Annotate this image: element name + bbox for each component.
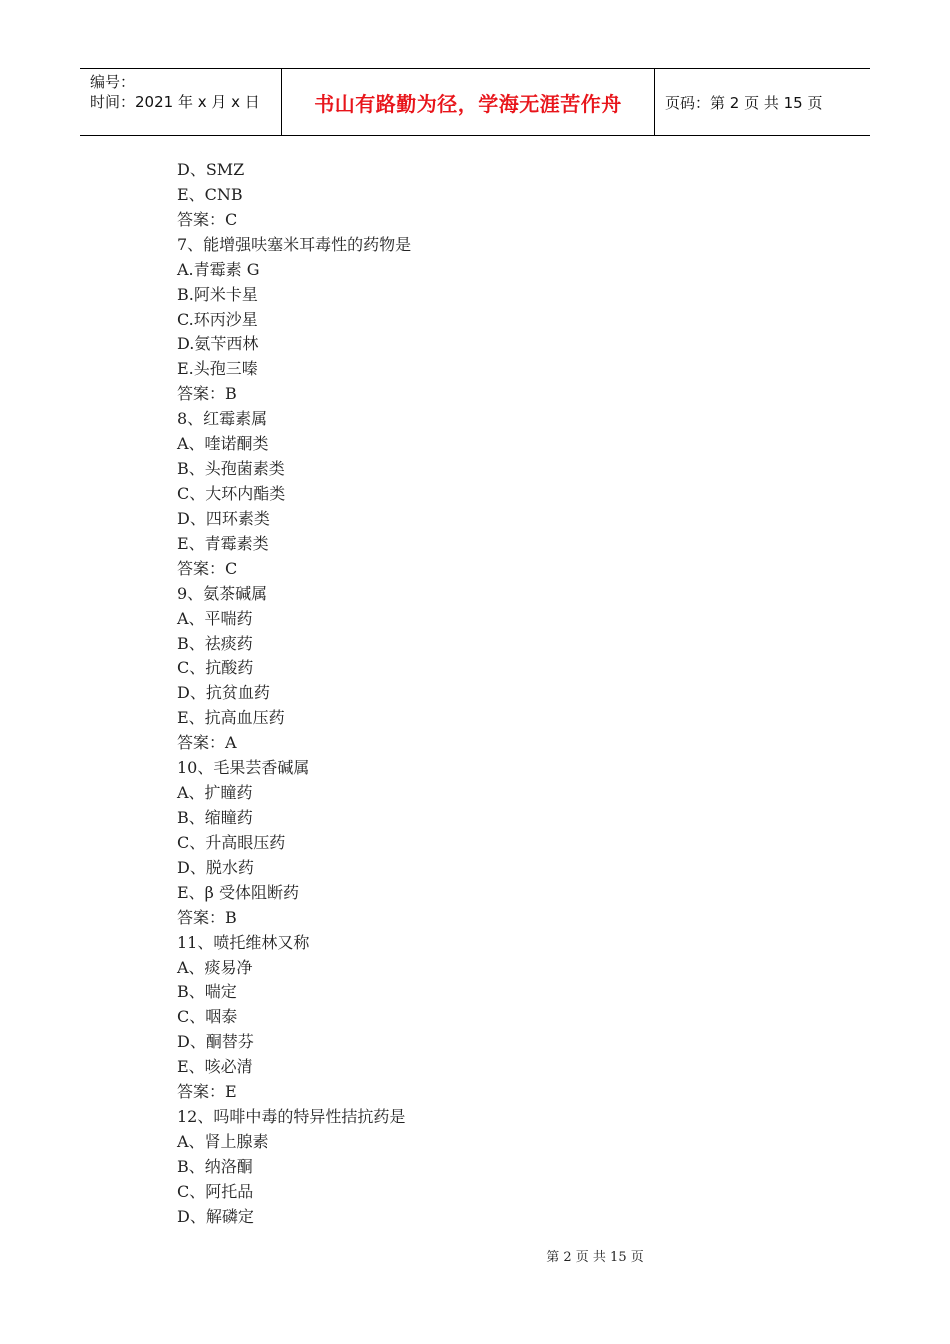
question-option: D、四环素类	[177, 508, 270, 528]
question-option: A、喹诺酮类	[177, 434, 269, 454]
question-option: D、脱水药	[177, 857, 254, 877]
question-option: E、β 受体阻断药	[177, 882, 300, 902]
answer-line: 答案：E	[177, 1082, 237, 1102]
question-option: D、解磷定	[177, 1206, 254, 1226]
answer-line: 答案：C	[177, 558, 238, 578]
document-date-label: 时间：2021 年 x 月 x 日	[90, 93, 260, 111]
header-motto: 书山有路勤为径，学海无涯苦作舟	[314, 91, 622, 116]
question-option: E.头孢三嗪	[177, 359, 258, 379]
question-stem: 9、氨茶碱属	[177, 583, 268, 603]
question-option: D、酮替芬	[177, 1032, 254, 1052]
question-option: D.氨苄西林	[177, 334, 259, 354]
question-option: A.青霉素 G	[177, 259, 260, 279]
document-number-label: 编号：	[90, 73, 136, 91]
question-option: D、抗贫血药	[177, 683, 270, 703]
header-motto-cell	[282, 69, 655, 135]
question-stem: 10、毛果芸香碱属	[177, 758, 310, 778]
question-option: E、青霉素类	[177, 533, 269, 553]
answer-line: 答案：B	[177, 907, 237, 927]
question-option: A、痰易净	[177, 957, 253, 977]
question-option: B、喘定	[177, 982, 237, 1002]
question-content	[177, 158, 797, 1230]
page-footer	[0, 1246, 950, 1265]
question-option: A、肾上腺素	[177, 1131, 269, 1151]
question-option: C、咽泰	[177, 1007, 238, 1027]
header-page-cell	[655, 69, 870, 135]
answer-line: 答案：B	[177, 384, 237, 404]
question-stem: 11、喷托维林又称	[177, 932, 310, 952]
header-meta-cell	[80, 69, 282, 135]
answer-line: 答案：C	[177, 209, 238, 229]
question-stem: 12、吗啡中毒的特异性拮抗药是	[177, 1107, 406, 1127]
question-option: C、抗酸药	[177, 658, 254, 678]
question-stem: 7、能增强呋塞米耳毒性的药物是	[177, 234, 412, 254]
question-option: C.环丙沙星	[177, 309, 258, 329]
page-header	[80, 68, 870, 136]
question-option: B、头孢菌素类	[177, 459, 285, 479]
header-page-info: 页码：第 2 页 共 15 页	[665, 93, 823, 112]
question-option: A、扩瞳药	[177, 783, 253, 803]
question-line: D、SMZ	[177, 160, 245, 179]
answer-line: 答案：A	[177, 733, 237, 753]
footer-page-number: 第 2 页 共 15 页	[546, 1250, 644, 1265]
question-line: E、CNB	[177, 184, 243, 204]
question-option: E、抗高血压药	[177, 708, 285, 728]
question-option: E、咳必清	[177, 1057, 253, 1077]
question-option: B、纳洛酮	[177, 1156, 253, 1176]
question-stem: 8、红霉素属	[177, 409, 268, 429]
question-option: C、大环内酯类	[177, 483, 286, 503]
question-option: B、缩瞳药	[177, 807, 253, 827]
question-option: A、平喘药	[177, 608, 253, 628]
question-option: C、升高眼压药	[177, 832, 286, 852]
question-option: B、祛痰药	[177, 633, 253, 653]
question-option: C、阿托品	[177, 1181, 254, 1201]
question-option: B.阿米卡星	[177, 284, 258, 304]
